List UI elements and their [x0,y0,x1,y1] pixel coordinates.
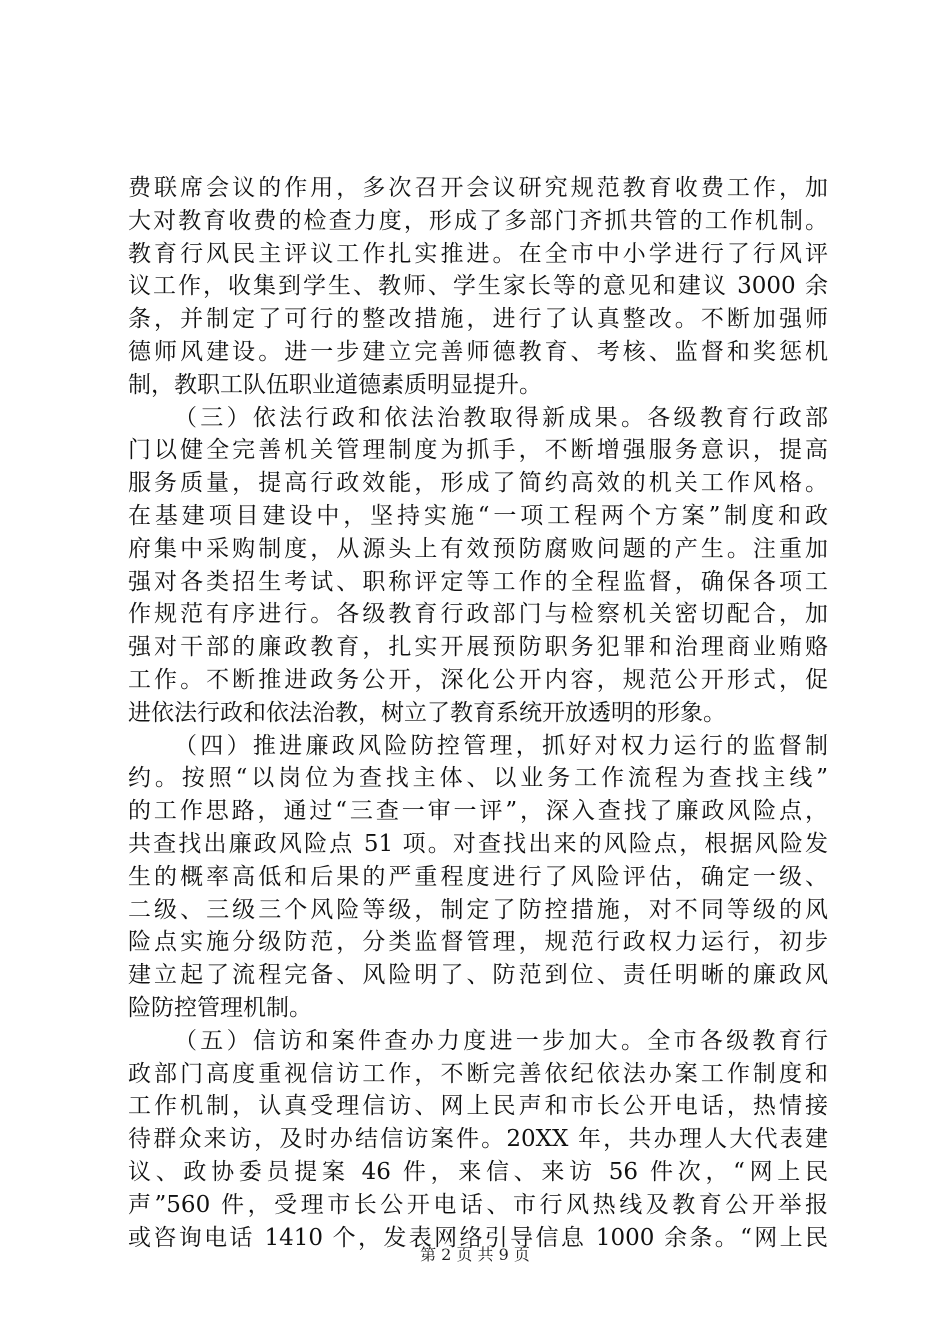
text-line: 府集中采购制度，从源头上有效预防腐败问题的产生。注重加 [128,535,828,562]
text-line: 生的概率高低和后果的严重程度进行了风险评估，确定一级、 [128,863,828,890]
text-line: 制，教职工队伍职业道德素质明显提升。 [128,371,542,398]
text-line: 费联席会议的作用，多次召开会议研究规范教育收费工作，加 [128,175,828,201]
text-line: 待群众来访，及时办结信访案件。20XX 年，共办理人大代表建 [128,1126,828,1153]
text-line: 教育行风民主评议工作扎实推进。在全市中小学进行了行风评 [128,240,828,267]
text-line: 议工作，收集到学生、教师、学生家长等的意见和建议 3000 余 [128,273,828,300]
text-line: 二级、三级三个风险等级，制定了防控措施，对不同等级的风 [128,896,828,923]
text-line: 门以健全完善机关管理制度为抓手，不断增强服务意识，提高 [128,437,828,464]
text-line: 议、政协委员提案 46 件，来信、来访 56 件次，“网上民 [128,1158,828,1185]
text-line: 工作。不断推进政务公开，深化公开内容，规范公开形式，促 [128,666,828,693]
text-line: 险点实施分级防范，分类监督管理，规范行政权力运行，初步 [128,929,828,956]
text-line: （五）信访和案件查办力度进一步加大。全市各级教育行 [174,1027,828,1054]
text-line: 强对干部的廉政教育，扎实开展预防职务犯罪和治理商业贿赂 [128,634,828,661]
text-line: 共查找出廉政风险点 51 项。对查找出来的风险点，根据风险发 [128,830,828,857]
text-line: 大对教育收费的检查力度，形成了多部门齐抓共管的工作机制。 [128,207,828,234]
text-line: 条，并制定了可行的整改措施，进行了认真整改。不断加强师 [128,306,828,333]
text-line: 工作机制，认真受理信访、网上民声和市长公开电话，热情接 [128,1093,828,1120]
text-line: 强对各类招生考试、职称评定等工作的全程监督，确保各项工 [128,568,828,595]
text-line: 德师风建设。进一步建立完善师德教育、考核、监督和奖惩机 [128,338,828,365]
text-line: 服务质量，提高行政效能，形成了简约高效的机关工作风格。 [128,470,828,497]
text-line: 政部门高度重视信访工作，不断完善依纪依法办案工作制度和 [128,1060,828,1087]
text-line: 建立起了流程完备、风险明了、防范到位、责任明晰的廉政风 [128,962,828,989]
text-line: 险防控管理机制。 [128,994,312,1021]
text-line: （三）依法行政和依法治教取得新成果。各级教育行政部 [174,404,828,431]
text-line: 约。按照“以岗位为查找主体、以业务工作流程为查找主线” [128,765,828,792]
text-line: 在基建项目建设中，坚持实施“一项工程两个方案”制度和政 [128,502,828,529]
document-body [128,172,828,1254]
text-line: 的工作思路，通过“三查一审一评”，深入查找了廉政风险点， [128,798,828,825]
page-footer: 第 2 页 共 9 页 [420,1245,530,1264]
text-line: 或咨询电话 1410 个，发表网络引导信息 1000 余条。“网上民 [128,1224,828,1251]
text-line: 声”560 件，受理市长公开电话、市行风热线及教育公开举报 [128,1191,828,1218]
text-line: （四）推进廉政风险防控管理，抓好对权力运行的监督制 [174,732,828,759]
text-line: 进依法行政和依法治教，树立了教育系统开放透明的形象。 [128,699,726,726]
text-line: 作规范有序进行。各级教育行政部门与检察机关密切配合，加 [128,601,828,628]
